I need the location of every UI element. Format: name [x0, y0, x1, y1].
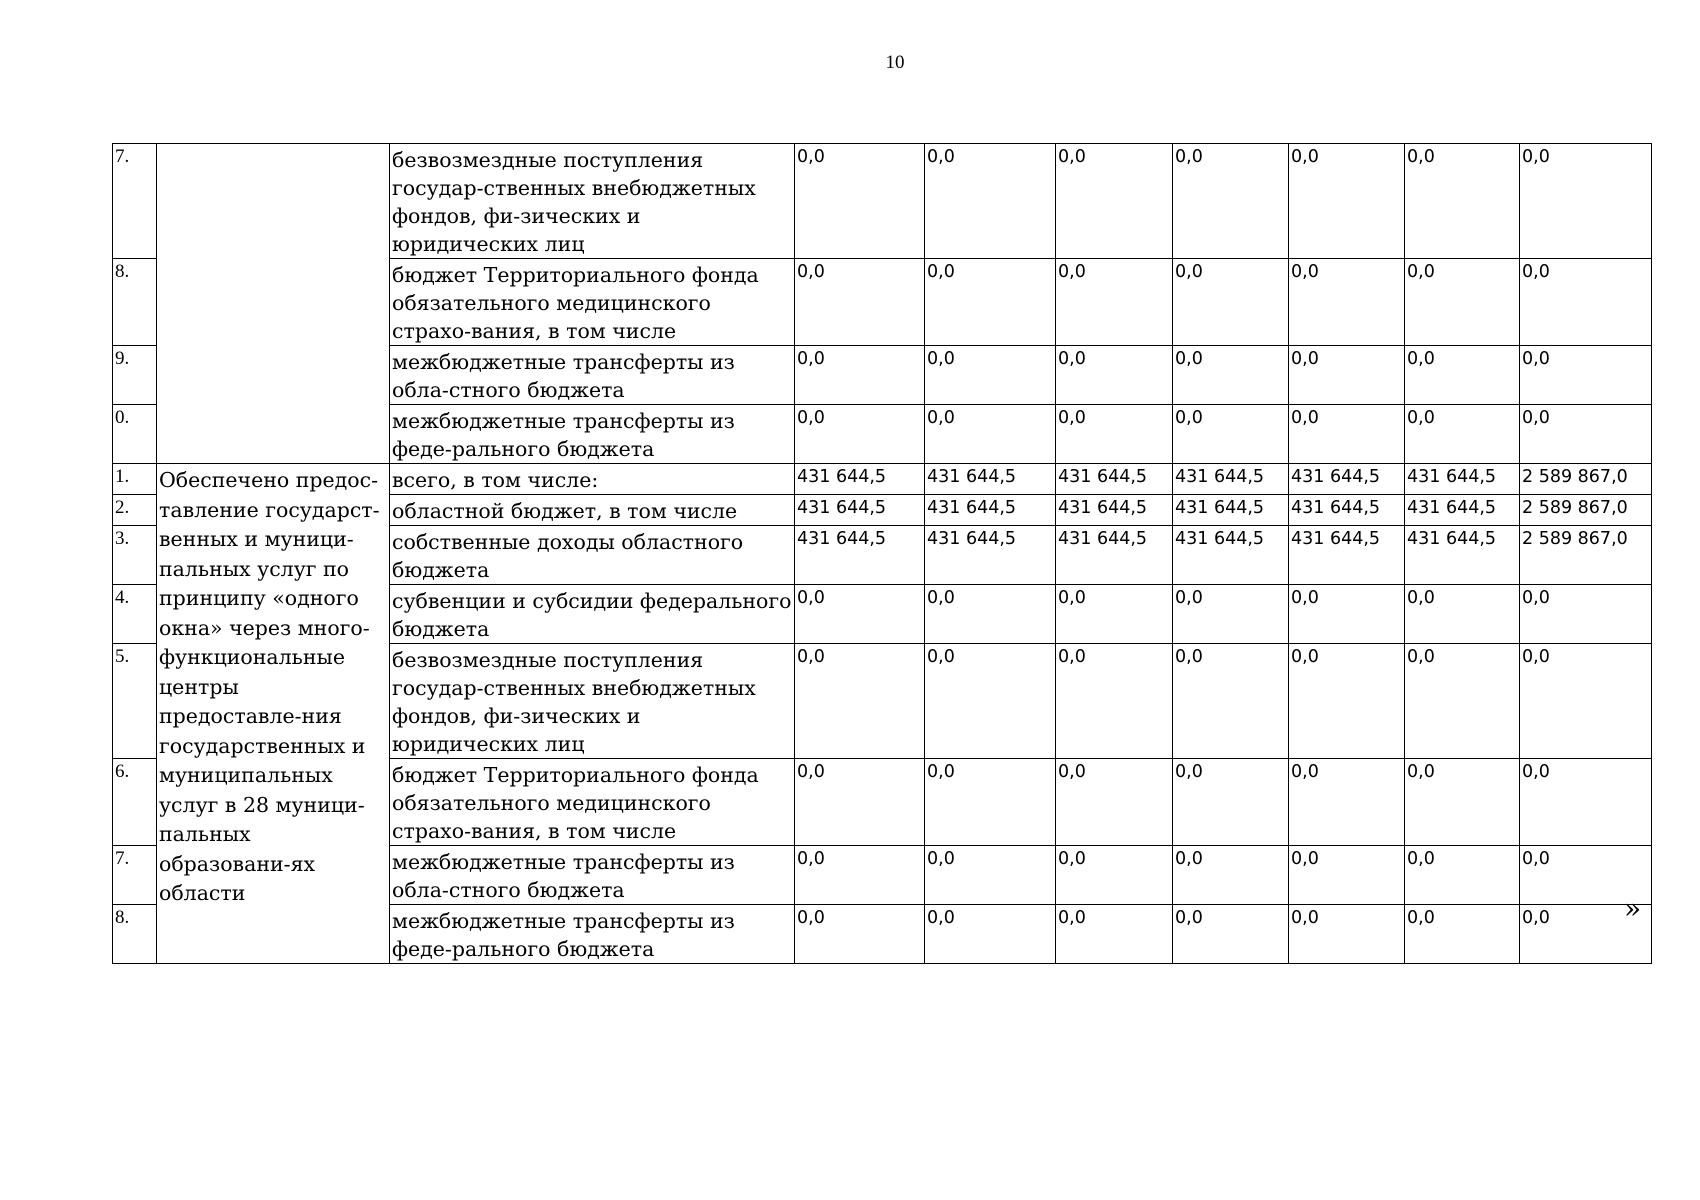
value-year-6: 0,0	[1405, 259, 1520, 346]
funding-source: межбюджетные трансферты из обла-стного бюджета	[390, 846, 795, 905]
row-number: 3.	[113, 526, 157, 585]
table-row	[113, 464, 1652, 495]
value-year-3: 0,0	[1056, 759, 1173, 846]
funding-source: межбюджетные трансферты из феде-рального бюджета	[390, 905, 795, 964]
value-year-6: 0,0	[1405, 846, 1520, 905]
value-total: 0,0	[1520, 644, 1652, 759]
value-year-2: 431 644,5	[925, 526, 1056, 585]
value-year-2: 0,0	[925, 905, 1056, 964]
value-total: 0,0	[1520, 346, 1652, 405]
funding-source: безвозмездные поступления государ-ственных внебюджетных фондов, фи-зических и юридических лиц	[390, 644, 795, 759]
value-year-2: 0,0	[925, 346, 1056, 405]
value-year-1: 0,0	[795, 346, 925, 405]
value-year-3: 431 644,5	[1056, 464, 1173, 495]
value-year-6: 431 644,5	[1405, 526, 1520, 585]
value-total: 2 589 867,0	[1520, 464, 1652, 495]
row-number: 7.	[113, 846, 157, 905]
value-year-5: 431 644,5	[1289, 526, 1405, 585]
value-year-2: 0,0	[925, 846, 1056, 905]
value-year-1: 0,0	[795, 846, 925, 905]
row-number: 0.	[113, 405, 157, 464]
row-number: 9.	[113, 346, 157, 405]
value-year-4: 0,0	[1173, 846, 1289, 905]
value-year-3: 431 644,5	[1056, 526, 1173, 585]
value-total: 0,0	[1520, 846, 1652, 905]
value-year-6: 0,0	[1405, 346, 1520, 405]
row-number: 4.	[113, 585, 157, 644]
value-total: 0,0	[1520, 905, 1652, 964]
value-year-1: 431 644,5	[795, 495, 925, 526]
funding-source: областной бюджет, в том числе	[390, 495, 795, 526]
funding-source: собственные доходы областного бюджета	[390, 526, 795, 585]
value-year-2: 0,0	[925, 259, 1056, 346]
value-total: 0,0	[1520, 759, 1652, 846]
row-number: 7.	[113, 144, 157, 259]
value-year-5: 0,0	[1289, 759, 1405, 846]
value-year-6: 0,0	[1405, 759, 1520, 846]
value-year-4: 0,0	[1173, 644, 1289, 759]
budget-table	[112, 143, 1652, 964]
value-year-6: 0,0	[1405, 405, 1520, 464]
value-year-4: 0,0	[1173, 905, 1289, 964]
value-year-4: 0,0	[1173, 759, 1289, 846]
value-year-4: 0,0	[1173, 144, 1289, 259]
value-year-3: 0,0	[1056, 259, 1173, 346]
value-year-2: 431 644,5	[925, 464, 1056, 495]
value-year-6: 0,0	[1405, 644, 1520, 759]
goal-cell-continued	[157, 144, 390, 464]
value-year-1: 431 644,5	[795, 526, 925, 585]
value-year-4: 431 644,5	[1173, 495, 1289, 526]
goal-description: Обеспечено предос-тавление государст-венных и муници-пальных услуг по принципу «одного окна» через много-функциональные центры предоставле-ния государственных и муниципальных услуг в 28 муници-пальных образовани-ях области	[157, 464, 390, 964]
value-year-5: 431 644,5	[1289, 495, 1405, 526]
value-year-2: 0,0	[925, 405, 1056, 464]
value-year-6: 0,0	[1405, 905, 1520, 964]
value-total: 2 589 867,0	[1520, 495, 1652, 526]
value-year-3: 0,0	[1056, 144, 1173, 259]
row-number: 6.	[113, 759, 157, 846]
value-year-1: 0,0	[795, 259, 925, 346]
value-year-4: 0,0	[1173, 346, 1289, 405]
value-year-3: 0,0	[1056, 585, 1173, 644]
value-year-1: 0,0	[795, 759, 925, 846]
value-year-2: 431 644,5	[925, 495, 1056, 526]
row-number: 5.	[113, 644, 157, 759]
funding-source: бюджет Территориального фонда обязательного медицинского страхо-вания, в том числе	[390, 759, 795, 846]
funding-source: межбюджетные трансферты из феде-рального бюджета	[390, 405, 795, 464]
value-year-6: 431 644,5	[1405, 464, 1520, 495]
value-year-6: 0,0	[1405, 144, 1520, 259]
funding-source: безвозмездные поступления государ-ственных внебюджетных фондов, фи-зических и юридических лиц	[390, 144, 795, 259]
page-number: 10	[885, 52, 905, 73]
row-number: 2.	[113, 495, 157, 526]
funding-source: бюджет Территориального фонда обязательного медицинского страхо-вания, в том числе	[390, 259, 795, 346]
value-year-2: 0,0	[925, 644, 1056, 759]
value-year-5: 0,0	[1289, 585, 1405, 644]
value-year-6: 431 644,5	[1405, 495, 1520, 526]
value-year-3: 0,0	[1056, 405, 1173, 464]
value-year-1: 0,0	[795, 585, 925, 644]
closing-quote: »	[1624, 892, 1642, 925]
value-year-4: 431 644,5	[1173, 526, 1289, 585]
value-total: 0,0	[1520, 585, 1652, 644]
value-year-3: 0,0	[1056, 905, 1173, 964]
value-total: 0,0	[1520, 144, 1652, 259]
value-year-5: 0,0	[1289, 846, 1405, 905]
value-year-4: 431 644,5	[1173, 464, 1289, 495]
value-year-4: 0,0	[1173, 585, 1289, 644]
value-year-5: 0,0	[1289, 259, 1405, 346]
value-total: 0,0	[1520, 259, 1652, 346]
value-total: 2 589 867,0	[1520, 526, 1652, 585]
value-year-1: 0,0	[795, 144, 925, 259]
row-number: 1.	[113, 464, 157, 495]
row-number: 8.	[113, 905, 157, 964]
value-year-5: 0,0	[1289, 644, 1405, 759]
funding-source: субвенции и субсидии федерального бюджета	[390, 585, 795, 644]
value-year-6: 0,0	[1405, 585, 1520, 644]
value-year-5: 0,0	[1289, 144, 1405, 259]
value-total: 0,0	[1520, 405, 1652, 464]
table-row	[113, 144, 1652, 259]
value-year-3: 0,0	[1056, 346, 1173, 405]
value-year-2: 0,0	[925, 585, 1056, 644]
value-year-5: 0,0	[1289, 405, 1405, 464]
value-year-3: 0,0	[1056, 846, 1173, 905]
row-number: 8.	[113, 259, 157, 346]
funding-source: всего, в том числе:	[390, 464, 795, 495]
value-year-1: 431 644,5	[795, 464, 925, 495]
value-year-3: 431 644,5	[1056, 495, 1173, 526]
value-year-2: 0,0	[925, 144, 1056, 259]
value-year-1: 0,0	[795, 905, 925, 964]
value-year-5: 0,0	[1289, 346, 1405, 405]
value-year-1: 0,0	[795, 644, 925, 759]
value-year-3: 0,0	[1056, 644, 1173, 759]
value-year-4: 0,0	[1173, 405, 1289, 464]
funding-source: межбюджетные трансферты из обла-стного бюджета	[390, 346, 795, 405]
value-year-5: 431 644,5	[1289, 464, 1405, 495]
value-year-4: 0,0	[1173, 259, 1289, 346]
value-year-5: 0,0	[1289, 905, 1405, 964]
value-year-2: 0,0	[925, 759, 1056, 846]
value-year-1: 0,0	[795, 405, 925, 464]
